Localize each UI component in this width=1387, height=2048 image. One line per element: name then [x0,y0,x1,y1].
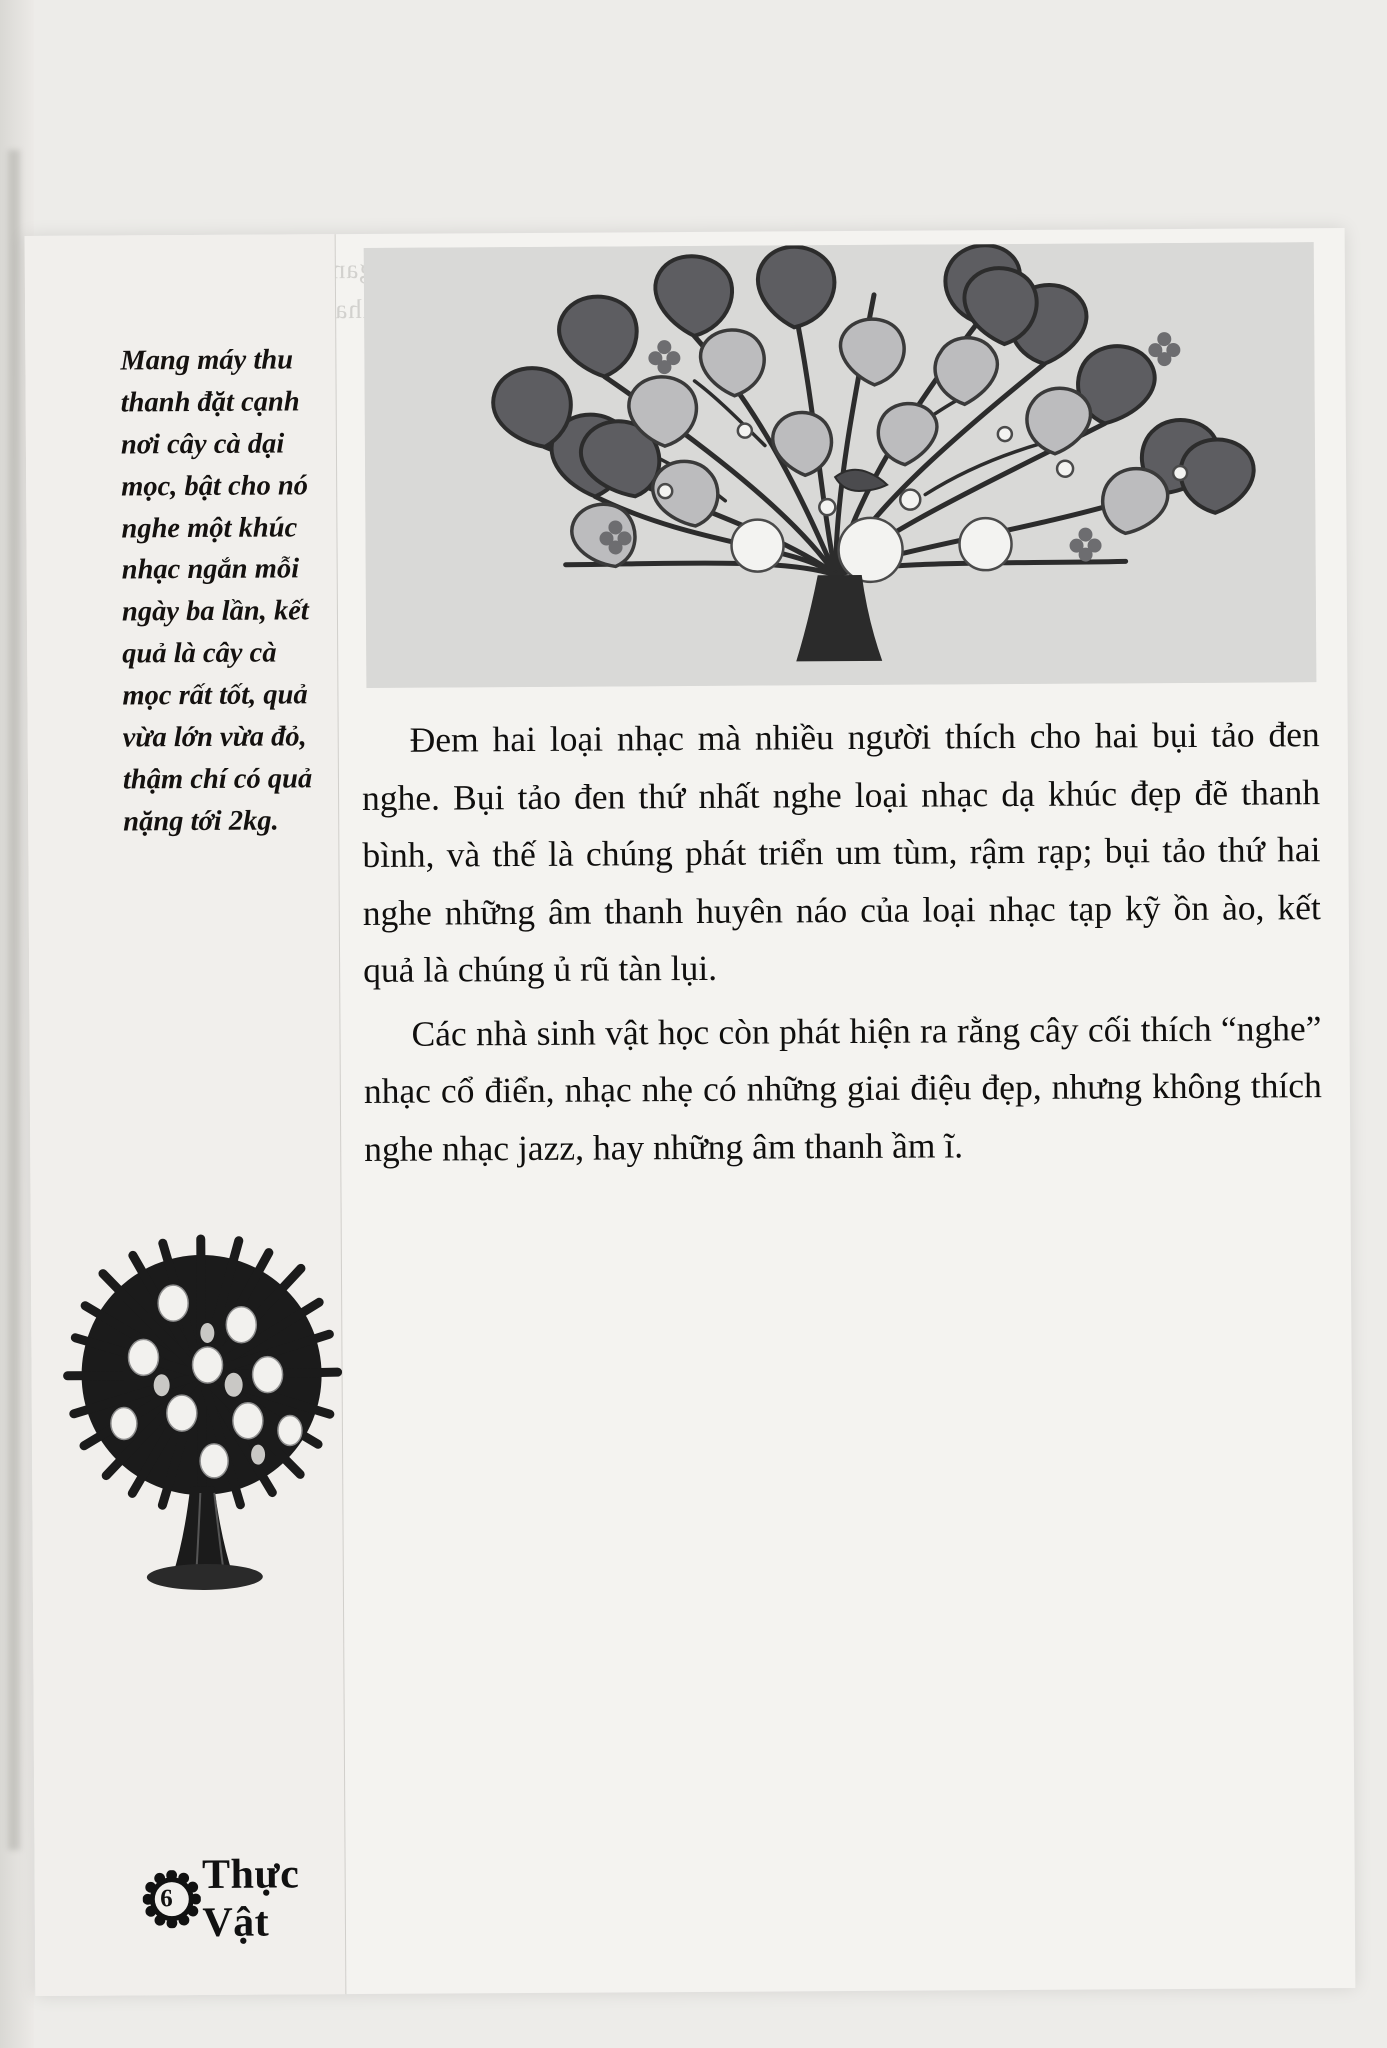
showthrough-line: nhac [321,293,377,325]
section-label: Thực Vật [201,1851,300,1946]
main-column [337,228,1356,1994]
bushy-tree-icon [61,1224,363,1626]
body-text-block [362,706,1323,1184]
page-number-badge [143,1870,191,1928]
page-gutter-shadow [8,150,20,1850]
bushy-tree-illustration [61,1224,363,1626]
page-footer [143,1850,346,1947]
paragraph: Đem hai loại nhạc mà nhiều người thích cho hai bụi tảo đen nghe. Bụi tảo đen thứ nhất nghe loại nhạc dạ khúc đẹp đẽ thanh bình, và thế là chúng phát triển um tùm, rậm rạp; bụi tảo thứ hai nghe những âm thanh huyên náo của loại nhạc tạp kỹ ồn ào, kết quả là chúng ủ rũ tàn lụi. [361,714,1321,990]
printed-page-area [25,228,1356,1996]
paragraph: Các nhà sinh vật học còn phát hiện ra rằng cây cối thích “nghe” nhạc cổ điển, nhạc nhẹ có những giai điệu đẹp, nhưng không thích nghe nhạc jazz, hay những âm thanh ầm ĩ. [363,1007,1322,1169]
pull-quote-text: Mang máy thu thanh đặt cạnh nơi cây cà dại mọc, bật cho nó nghe một khúc nhạc ngắn mỗi ngày ba lần, kết quả là cây cà mọc rất tốt, quả vừa lớn vừa đỏ, thậm chí có quả nặng tới 2kg. [120,344,313,838]
showthrough-line: ngan [330,253,388,285]
page-number-text: 6 [160,1885,173,1913]
fan-tree-icon [364,242,1317,688]
sidebar-column [25,234,347,1996]
figure-tree-illustration [364,242,1317,688]
